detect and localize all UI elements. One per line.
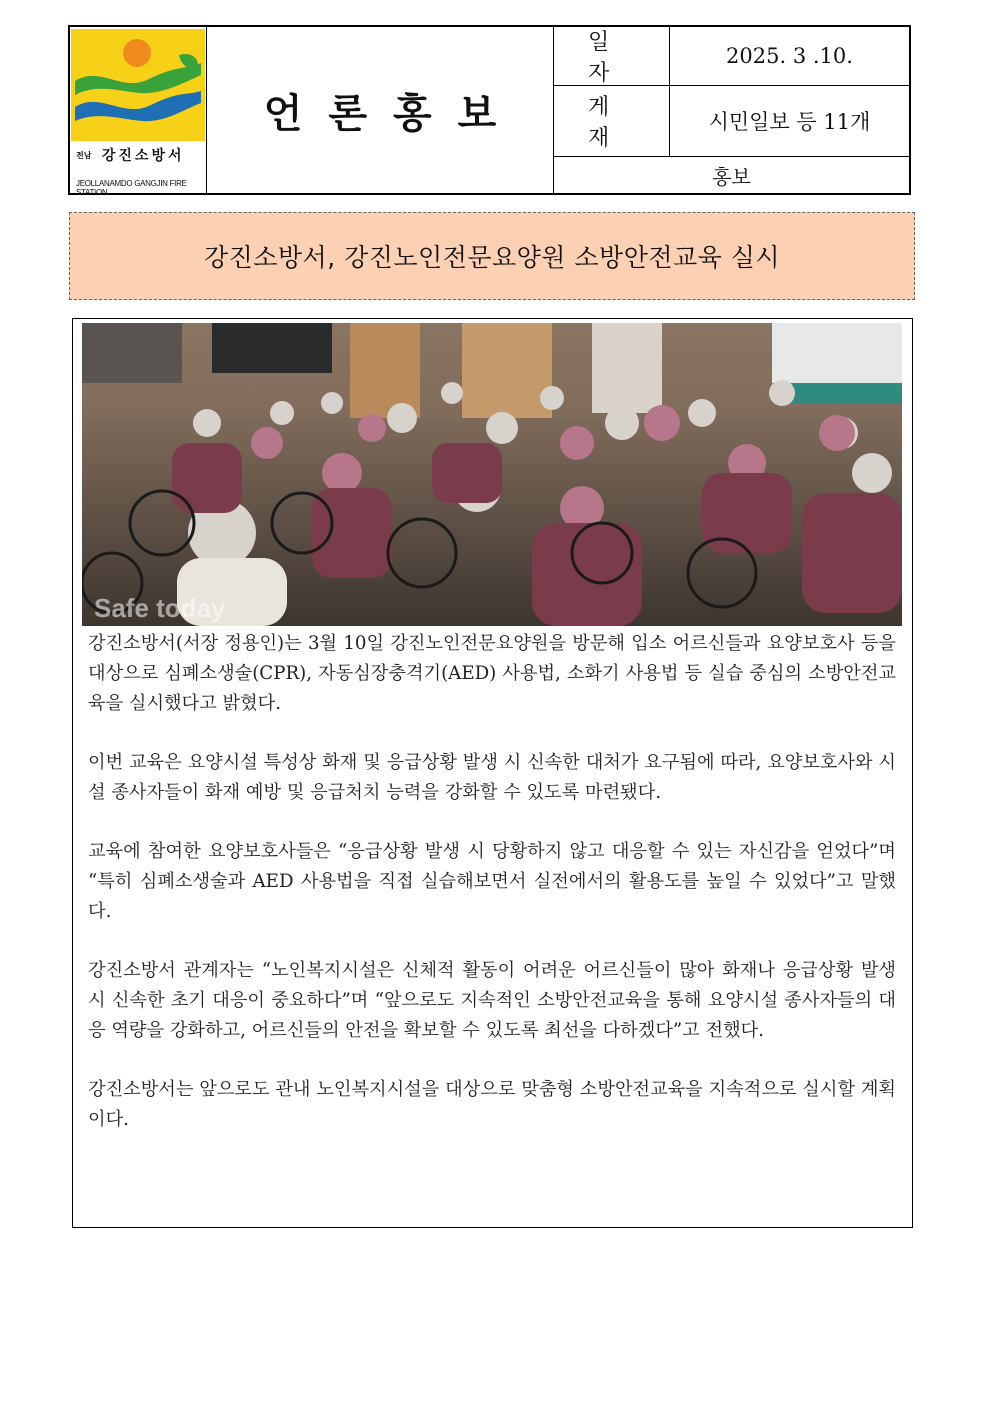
photo-watermark: Safe today <box>94 593 226 623</box>
education-photo <box>82 323 902 626</box>
category-value: 홍보 <box>712 164 751 189</box>
paragraph: 이번 교육은 요양시설 특성상 화재 및 응급상황 발생 시 신속한 대처가 요구됨에 따라, 요양보호사와 시설 종사자들이 화재 예방 및 응급처치 능력을 강화할 수 있도록 마련됐다. <box>88 752 896 803</box>
publish-value: 시민일보 등 11개 <box>708 110 871 134</box>
page-title: 언론홍보 <box>263 90 523 137</box>
date-value: 2025. 3 .10. <box>726 44 853 68</box>
publish-label: 게재 <box>554 86 670 156</box>
article-body <box>88 629 896 1164</box>
date-row <box>554 27 909 86</box>
category-row <box>554 157 909 193</box>
publish-row <box>554 86 909 157</box>
logo-name: 전남 강진소방서 <box>76 148 185 164</box>
header-table <box>68 25 911 195</box>
title-cell <box>207 27 554 193</box>
article-frame <box>72 318 913 1228</box>
paragraph: 강진소방서(서장 정용인)는 3월 10일 강진노인전문요양원을 방문해 입소 어르신들과 요양보호사 등을 대상으로 심폐소생술(CPR), 자동심장충격기(AED) 사용법, 소화기 사용법 등 실습 중심의 소방안전교육을 실시했다고 밝혔다. <box>88 633 896 714</box>
fire-station-logo <box>71 29 205 141</box>
logo-english-name: JEOLLANAMDO GANGJIN FIRE STATION <box>76 179 187 197</box>
info-cell <box>554 27 909 193</box>
headline-box <box>69 212 915 300</box>
logo-cell <box>70 27 207 197</box>
paragraph: 교육에 참여한 요양보호사들은 “응급상황 발생 시 당황하지 않고 대응할 수 있는 자신감을 얻었다”며 “특히 심폐소생술과 AED 사용법을 직접 실습해보면서 실전에서의 활용도를 높일 수 있었다”고 말했다. <box>88 841 896 922</box>
date-label: 일자 <box>554 27 670 85</box>
paragraph: 강진소방서 관계자는 “노인복지시설은 신체적 활동이 어려운 어르신들이 많아 화재나 응급상황 발생 시 신속한 초기 대응이 중요하다”며 “앞으로도 지속적인 소방안전교육을 통해 요양시설 종사자들의 대응 역량을 강화하고, 어르신들의 안전을 확보할 수 있도록 최선을 다하겠다”고 전했다. <box>88 960 896 1041</box>
headline-text: 강진소방서, 강진노인전문요양원 소방안전교육 실시 <box>203 243 781 272</box>
paragraph: 강진소방서는 앞으로도 관내 노인복지시설을 대상으로 맞춤형 소방안전교육을 지속적으로 실시할 계획이다. <box>88 1079 896 1130</box>
